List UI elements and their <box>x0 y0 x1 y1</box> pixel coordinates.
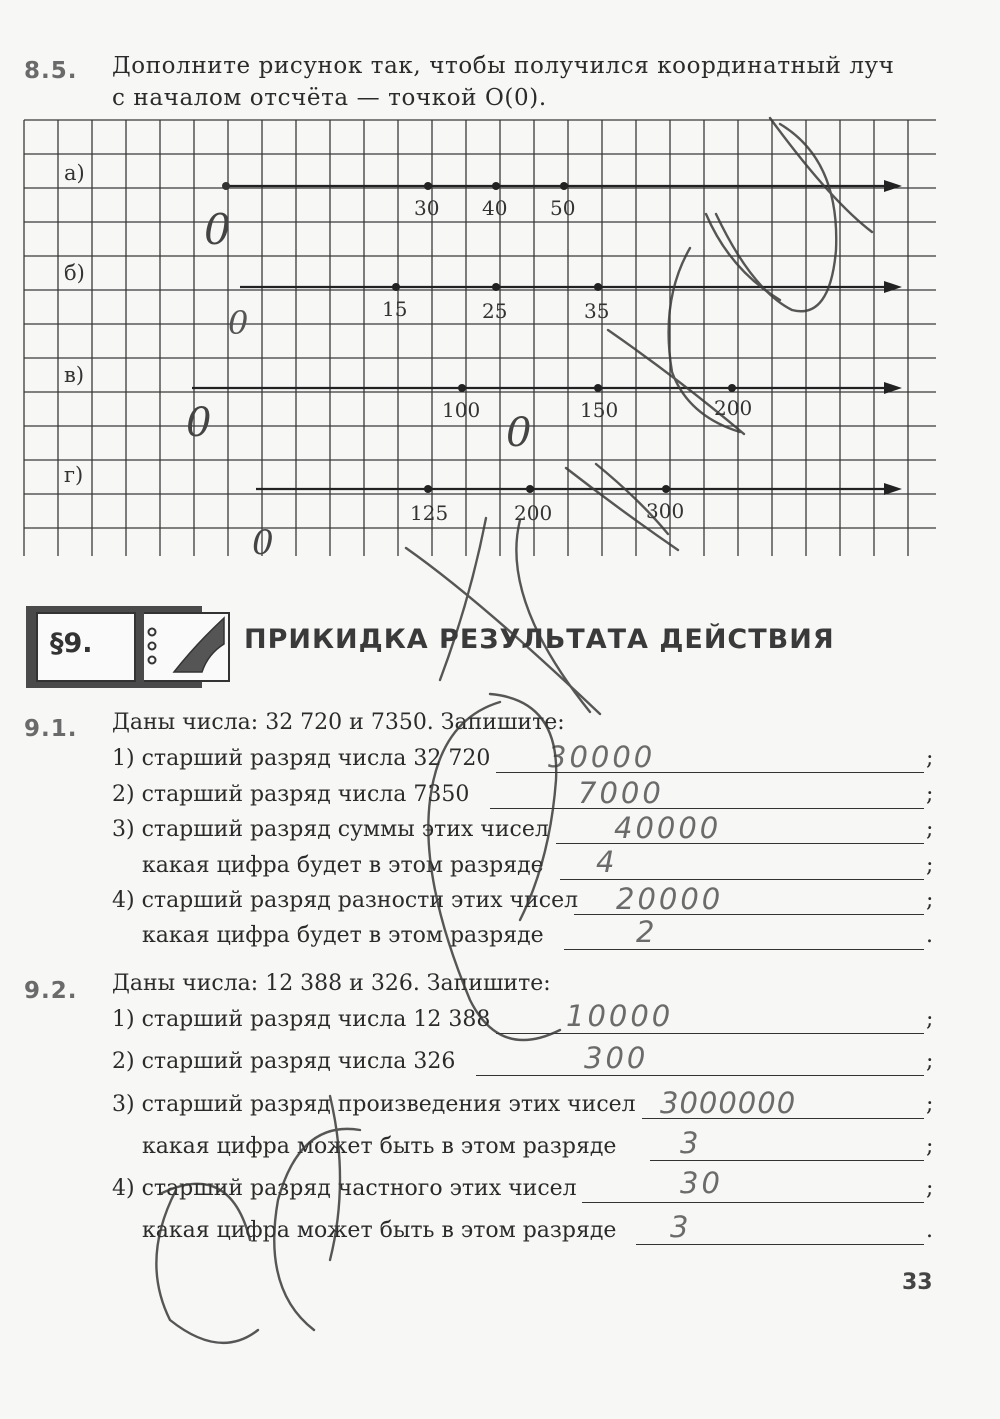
row-letter: б) <box>64 261 85 285</box>
row-letter: а) <box>64 161 85 185</box>
task-item-label: какая цифра может быть в этом разряде <box>142 1218 617 1243</box>
answer-field[interactable]: 300 <box>584 1041 649 1075</box>
answer-field[interactable]: 3 <box>680 1126 702 1160</box>
row-letter: г) <box>64 463 84 487</box>
tick-label: 150 <box>580 398 619 422</box>
handwritten-zero: 0 <box>228 304 249 342</box>
tick-label: 200 <box>714 396 753 420</box>
answer-field[interactable]: 40000 <box>614 811 722 845</box>
task-number: 9.1. <box>24 716 78 742</box>
handwritten-zero: 0 <box>204 205 231 254</box>
row-letter: в) <box>64 363 85 387</box>
tick-label: 200 <box>514 501 553 525</box>
item-end: ; <box>926 782 934 807</box>
handwritten-zero: 0 <box>252 523 274 563</box>
task-text-line2: с началом отсчёта — точкой O(0). <box>112 85 547 111</box>
answer-field[interactable]: 7000 <box>578 776 664 810</box>
tick-label: 30 <box>414 196 440 220</box>
tick-label: 100 <box>442 398 481 422</box>
answer-field[interactable]: 3 <box>670 1210 692 1244</box>
answer-field[interactable]: 3000000 <box>660 1086 797 1120</box>
section-number: §9. <box>50 628 93 659</box>
answer-field[interactable]: 30 <box>680 1166 723 1200</box>
item-end: ; <box>926 817 934 842</box>
answer-field[interactable]: 10000 <box>566 999 674 1033</box>
task-item-label: 3) старший разряд суммы этих чисел <box>112 817 549 842</box>
task-item-label: какая цифра будет в этом разряде <box>142 853 544 878</box>
task-item-label: какая цифра будет в этом разряде <box>142 923 544 948</box>
item-end: . <box>926 1218 933 1243</box>
task-item-label: 3) старший разряд произведения этих чисел <box>112 1092 636 1117</box>
tick-label: 125 <box>410 501 449 525</box>
task-intro: Даны числа: 32 720 и 7350. Запишите: <box>112 710 565 735</box>
task-intro: Даны числа: 12 388 и 326. Запишите: <box>112 971 551 996</box>
answer-field[interactable]: 20000 <box>616 882 724 916</box>
page-number: 33 <box>902 1270 933 1295</box>
answer-field[interactable]: 4 <box>596 845 618 879</box>
task-number: 9.2. <box>24 978 78 1004</box>
item-end: ; <box>926 1092 934 1117</box>
task-item-label: 2) старший разряд числа 7350 <box>112 782 470 807</box>
task-item-label: 4) старший разряд частного этих чисел <box>112 1176 577 1201</box>
item-end: . <box>926 923 933 948</box>
tick-label: 35 <box>584 299 610 323</box>
task-text-line1: Дополните рисунок так, чтобы получился координатный луч <box>112 53 895 79</box>
tick-label: 300 <box>646 499 685 523</box>
task-item-label: 1) старший разряд числа 12 388 <box>112 1007 491 1032</box>
item-end: ; <box>926 1134 934 1159</box>
tick-label: 25 <box>482 299 508 323</box>
tick-label: 15 <box>382 297 408 321</box>
answer-field[interactable]: 30000 <box>548 740 656 774</box>
item-end: ; <box>926 1176 934 1201</box>
handwritten-zero: 0 <box>506 410 532 456</box>
task-item-label: какая цифра может быть в этом разряде <box>142 1134 617 1159</box>
task-item-label: 4) старший разряд разности этих чисел <box>112 888 579 913</box>
answer-field[interactable]: 2 <box>636 915 658 949</box>
task-item-label: 1) старший разряд числа 32 720 <box>112 746 491 771</box>
section-title: ПРИКИДКА РЕЗУЛЬТАТА ДЕЙСТВИЯ <box>244 624 835 655</box>
task-item-label: 2) старший разряд числа 326 <box>112 1049 456 1074</box>
handwritten-zero: 0 <box>186 400 212 446</box>
tick-label: 40 <box>482 196 508 220</box>
item-end: ; <box>926 746 934 771</box>
item-end: ; <box>926 1049 934 1074</box>
task-number: 8.5. <box>24 58 78 84</box>
item-end: ; <box>926 888 934 913</box>
item-end: ; <box>926 1007 934 1032</box>
tick-label: 50 <box>550 196 576 220</box>
item-end: ; <box>926 853 934 878</box>
